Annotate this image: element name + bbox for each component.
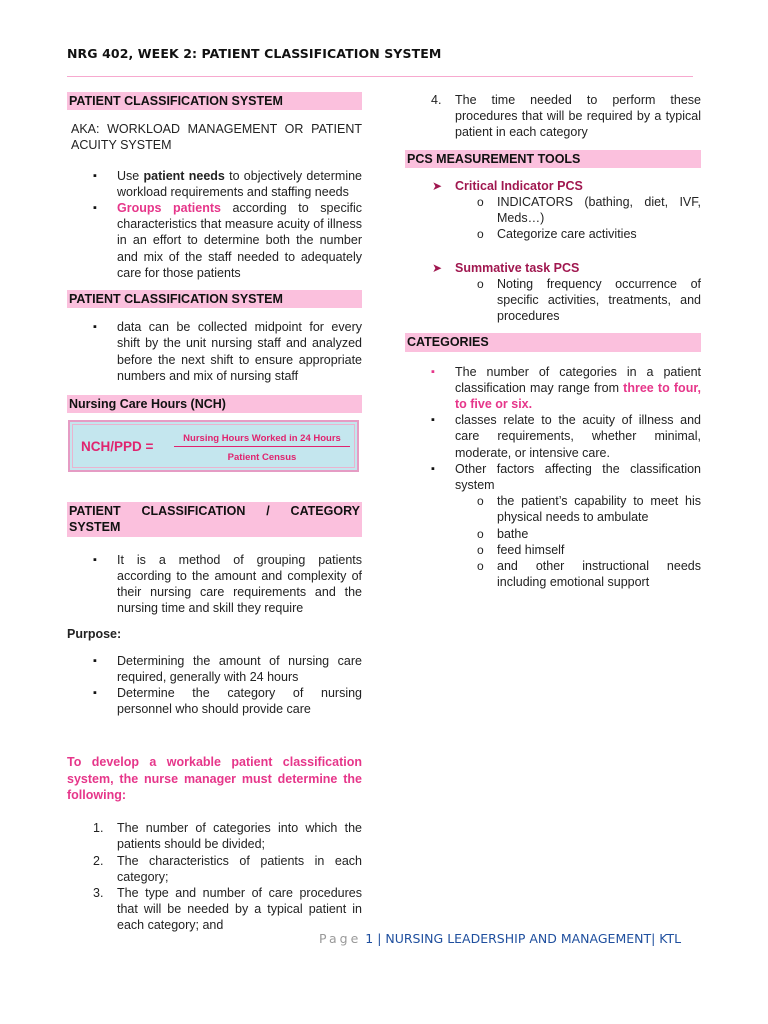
list-item: o Noting frequency occurrence of specific activities, treatments, and procedures bbox=[405, 276, 701, 325]
categories-list bbox=[405, 364, 701, 494]
list-item: o and other instructional needs including emotional support bbox=[405, 558, 701, 590]
section-title-categories: CATEGORIES bbox=[405, 333, 701, 351]
nch-formula-box bbox=[68, 420, 359, 472]
left-column bbox=[67, 92, 362, 934]
nch-formula-label: NCH/PPD = bbox=[81, 439, 154, 455]
arrow-bullet-icon: ➤ bbox=[432, 260, 443, 275]
list-item: ▪ Determining the amount of nursing care required, generally with 24 hours bbox=[67, 653, 362, 685]
page-number: 1 bbox=[365, 931, 374, 946]
footer-text: | NURSING LEADERSHIP AND MANAGEMENT| KTL bbox=[377, 931, 682, 946]
section-title-pcs-2: PATIENT CLASSIFICATION SYSTEM bbox=[67, 290, 362, 308]
pcs-bullet-list bbox=[67, 168, 362, 281]
list-item: ▪ Groups patients according to specific characteristics that measure acuity of illness in an effort to determine both the number and mix of the staff needed to adequately care for those patients bbox=[67, 200, 362, 281]
header-divider bbox=[67, 76, 693, 77]
requirements-list-continued bbox=[405, 92, 701, 141]
list-item: ▪ Other factors affecting the classification system bbox=[405, 461, 701, 493]
requirements-list bbox=[67, 820, 362, 933]
section-title-pcs: PATIENT CLASSIFICATION SYSTEM bbox=[67, 92, 362, 110]
critical-indicator-list bbox=[405, 194, 701, 243]
section-title-category: PATIENT CLASSIFICATION / CATEGORY SYSTEM bbox=[67, 502, 362, 536]
section-title-tools: PCS MEASUREMENT TOOLS bbox=[405, 150, 701, 168]
list-item: o feed himself bbox=[405, 542, 701, 558]
tool-critical-indicator: ➤ Critical Indicator PCS bbox=[432, 178, 583, 193]
arrow-bullet-icon: ➤ bbox=[432, 178, 443, 193]
data-collection-list bbox=[67, 319, 362, 384]
list-item: ▪ It is a method of grouping patients according to the amount and complexity of their nursing care requirements and the nursing time and skill they require bbox=[67, 552, 362, 617]
list-item: 4. The time needed to perform these procedures that will be required by a typical patient in each category bbox=[431, 93, 701, 140]
section-title-nch: Nursing Care Hours (NCH) bbox=[67, 395, 362, 413]
category-definition-list bbox=[67, 552, 362, 617]
page-label: Page bbox=[319, 931, 362, 946]
list-item: ▪ Determine the category of nursing personnel who should provide care bbox=[67, 685, 362, 717]
aka-text: AKA: WORKLOAD MANAGEMENT OR PATIENT ACUITY SYSTEM bbox=[71, 122, 362, 153]
list-item: 2. The characteristics of patients in each category; bbox=[93, 853, 362, 884]
list-item: 3. The type and number of care procedures that will be needed by a typical patient in each category; and bbox=[93, 885, 362, 933]
list-item: ▪ Use patient needs to objectively determine workload requirements and staffing needs bbox=[67, 168, 362, 200]
develop-heading: To develop a workable patient classification system, the nurse manager must determine the following: bbox=[67, 755, 362, 802]
tool-summative-task: ➤ Summative task PCS bbox=[432, 260, 580, 275]
purpose-label: Purpose: bbox=[67, 627, 122, 642]
fraction-bar bbox=[174, 446, 350, 447]
summative-task-list bbox=[405, 276, 701, 325]
nch-denominator: Patient Census bbox=[227, 452, 297, 464]
other-factors-list bbox=[405, 493, 701, 590]
list-item: o Categorize care activities bbox=[405, 226, 701, 242]
right-column bbox=[405, 92, 701, 590]
nch-numerator: Nursing Hours Worked in 24 Hours bbox=[183, 433, 341, 445]
page-footer bbox=[319, 931, 681, 946]
list-item: o INDICATORS (bathing, diet, IVF, Meds…) bbox=[405, 194, 701, 226]
list-item: 1. The number of categories into which the patients should be divided; bbox=[93, 821, 362, 852]
list-item: ▪ data can be collected midpoint for every shift by the unit nursing staff and analyzed before the next shift to ensure appropriate numbers and mix of nursing staff bbox=[67, 319, 362, 384]
purpose-list bbox=[67, 653, 362, 718]
list-item: o bathe bbox=[405, 526, 701, 542]
document-header: NRG 402, WEEK 2: PATIENT CLASSIFICATION SYSTEM bbox=[67, 46, 442, 61]
list-item: ▪ The number of categories in a patient classification may range from three to four, to five or six. bbox=[405, 364, 701, 413]
list-item: ▪ classes relate to the acuity of illness and care requirements, whether minimal, moderate, or intensive care. bbox=[405, 412, 701, 461]
list-item: o the patient’s capability to meet his physical needs to ambulate bbox=[405, 493, 701, 525]
